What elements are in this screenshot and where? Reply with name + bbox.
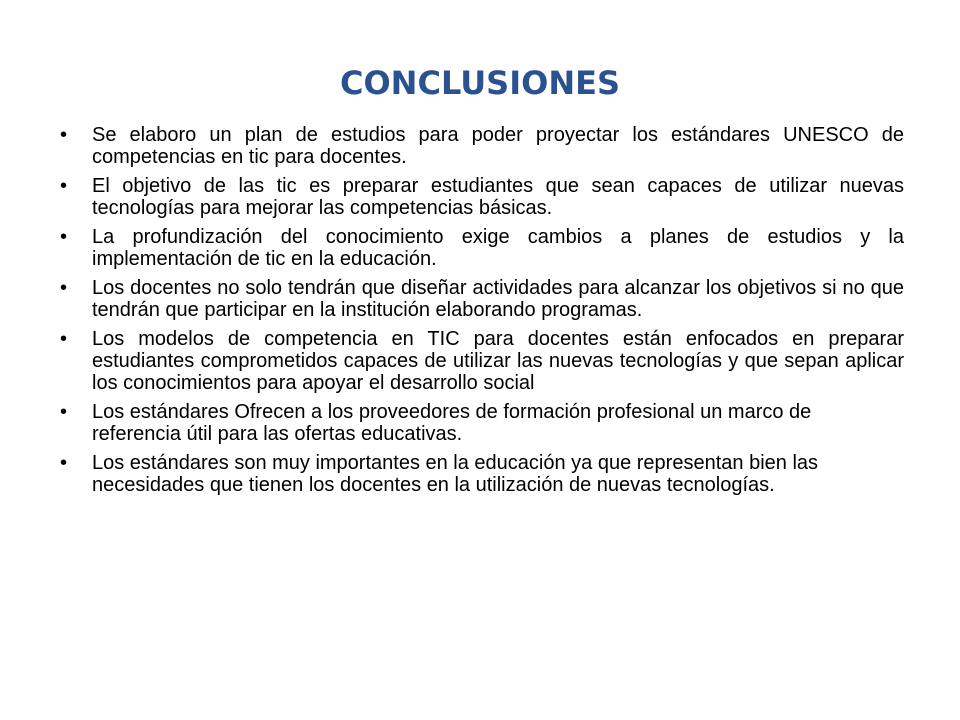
bullet-list [56,124,904,503]
bullet-icon: • [60,124,68,146]
bullet-icon: • [60,452,68,474]
list-item [56,328,904,394]
bullet-text: Se elaboro un plan de estudios para poder proyectar los estándares UNESCO de competencias en tic para docentes. [92,124,904,168]
list-item [56,175,904,219]
bullet-text: Los modelos de competencia en TIC para docentes están enfocados en preparar estudiantes comprometidos capaces de utilizar las nuevas tecnologías y que sepan aplicar los conocimientos para apoyar el desarrollo social [92,328,904,394]
bullet-text: El objetivo de las tic es preparar estudiantes que sean capaces de utilizar nuevas tecnologías para mejorar las competencias básicas. [92,175,904,219]
bullet-icon: • [60,328,68,350]
list-item [56,401,904,445]
list-item [56,277,904,321]
slide-title: CONCLUSIONES [339,64,621,102]
bullet-icon: • [60,175,68,197]
list-item [56,452,904,496]
bullet-text: La profundización del conocimiento exige cambios a planes de estudios y la implementación de tic en la educación. [92,226,904,270]
list-item [56,124,904,168]
bullet-text: Los estándares Ofrecen a los proveedores de formación profesional un marco de referencia útil para las ofertas educativas. [92,401,812,445]
bullet-icon: • [60,277,68,299]
bullet-text: Los docentes no solo tendrán que diseñar actividades para alcanzar los objetivos si no que tendrán que participar en la institución elaborando programas. [92,277,904,321]
bullet-text: Los estándares son muy importantes en la educación ya que representan bien las necesidades que tienen los docentes en la utilización de nuevas tecnologías. [92,452,819,496]
bullet-icon: • [60,401,68,423]
list-item [56,226,904,270]
bullet-icon: • [60,226,68,248]
